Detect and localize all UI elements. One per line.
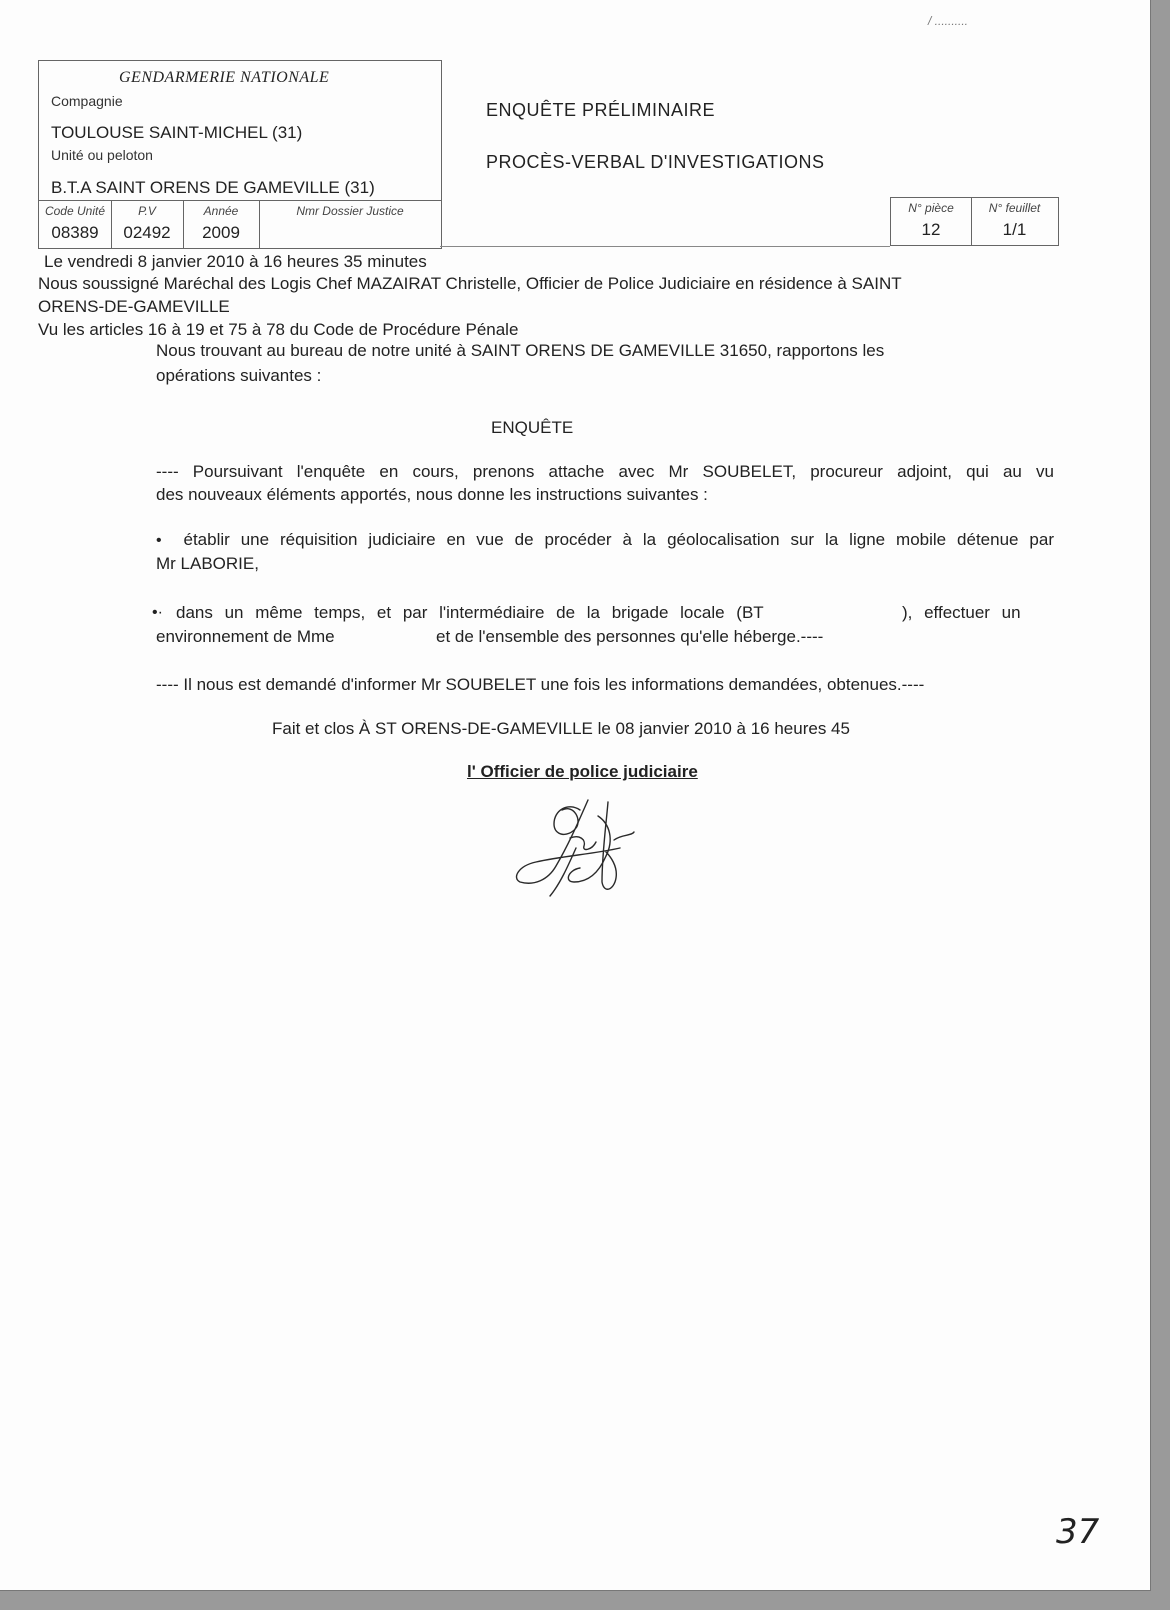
bullet2-line1-a: dans un même temps, et par l'intermédiaire de la brigade locale (BT <box>176 603 764 622</box>
bullet2-line2-a: environnement de Mme <box>156 627 335 646</box>
code-unite-cell <box>39 201 112 248</box>
date-line: Le vendredi 8 janvier 2010 à 16 heures 35 minutes <box>44 252 427 271</box>
bullet2-line2-b: et de l'ensemble des personnes qu'elle héberge.---- <box>436 627 824 646</box>
title-enquete-preliminaire: ENQUÊTE PRÉLIMINAIRE <box>486 100 716 120</box>
bullet1-line1-text: établir une réquisition judiciaire en vue de procéder à la géolocalisation sur la ligne mobile détenue par <box>183 530 1054 549</box>
officer-line-2: ORENS-DE-GAMEVILLE <box>38 297 230 316</box>
piece-label: N° pièce <box>908 201 954 215</box>
signature-title: l' Officier de police judiciaire <box>467 762 698 781</box>
header-rule <box>440 246 890 247</box>
unite-value: B.T.A SAINT ORENS DE GAMEVILLE (31) <box>51 178 375 197</box>
location-line-1: Nous trouvant au bureau de notre unité à SAINT ORENS DE GAMEVILLE 31650, rapportons les <box>156 341 885 360</box>
compagnie-value: TOULOUSE SAINT-MICHEL (31) <box>51 123 303 142</box>
annee-cell <box>183 201 260 248</box>
bullet2-line1-b: ), effectuer un <box>902 603 1021 622</box>
feuillet-value: 1/1 <box>1002 220 1027 239</box>
piece-feuillet-box <box>890 197 1059 246</box>
closing-line: Fait et clos À ST ORENS-DE-GAMEVILLE le 08 janvier 2010 à 16 heures 45 <box>272 719 850 738</box>
para1-line1-text: ---- Poursuivant l'enquête en cours, prenons attache avec Mr SOUBELET, procureur adjoint, qui au vu <box>156 462 1054 481</box>
feuillet-label: N° feuillet <box>988 201 1041 215</box>
codes-table <box>38 200 442 249</box>
annee-label: Année <box>203 204 239 218</box>
bullet1-line1 <box>156 528 1054 553</box>
section-title: ENQUÊTE <box>491 418 574 437</box>
code-unite-value: 08389 <box>51 223 99 242</box>
pv-label: P.V <box>138 204 156 218</box>
dossier-label: Nmr Dossier Justice <box>296 204 404 218</box>
bullet-dot: •· <box>152 604 163 621</box>
location-line-2: opérations suivantes : <box>156 366 322 385</box>
piece-value: 12 <box>921 220 941 239</box>
code-unite-label: Code Unité <box>44 204 106 218</box>
officer-line-1: Nous soussigné Maréchal des Logis Chef MAZAIRAT Christelle, Officier de Police Judiciaire en résidence à SAINT <box>38 274 902 293</box>
compagnie-label: Compagnie <box>51 93 123 109</box>
para1-line1 <box>156 460 1054 484</box>
dossier-cell <box>259 201 441 248</box>
piece-cell <box>891 198 972 245</box>
signature <box>510 796 650 906</box>
pv-value: 02492 <box>123 223 171 242</box>
bullet-dot: • <box>156 532 162 549</box>
para2: ---- Il nous est demandé d'informer Mr SOUBELET une fois les informations demandées, obtenues.---- <box>156 675 925 694</box>
header-box <box>38 60 442 201</box>
para1-line2: des nouveaux éléments apportés, nous donne les instructions suivantes : <box>156 485 708 504</box>
pv-cell <box>111 201 184 248</box>
unite-label: Unité ou peloton <box>51 147 153 163</box>
annee-value: 2009 <box>202 223 240 242</box>
bullet1-line2: Mr LABORIE, <box>156 554 259 573</box>
feuillet-cell <box>971 198 1058 245</box>
top-right-mark: / .......... <box>928 14 969 28</box>
title-proces-verbal: PROCÈS-VERBAL D'INVESTIGATIONS <box>486 152 825 172</box>
page-number: 37 <box>1056 1512 1100 1552</box>
org-name: GENDARMERIE NATIONALE <box>119 69 330 86</box>
articles-line: Vu les articles 16 à 19 et 75 à 78 du Code de Procédure Pénale <box>38 320 519 339</box>
